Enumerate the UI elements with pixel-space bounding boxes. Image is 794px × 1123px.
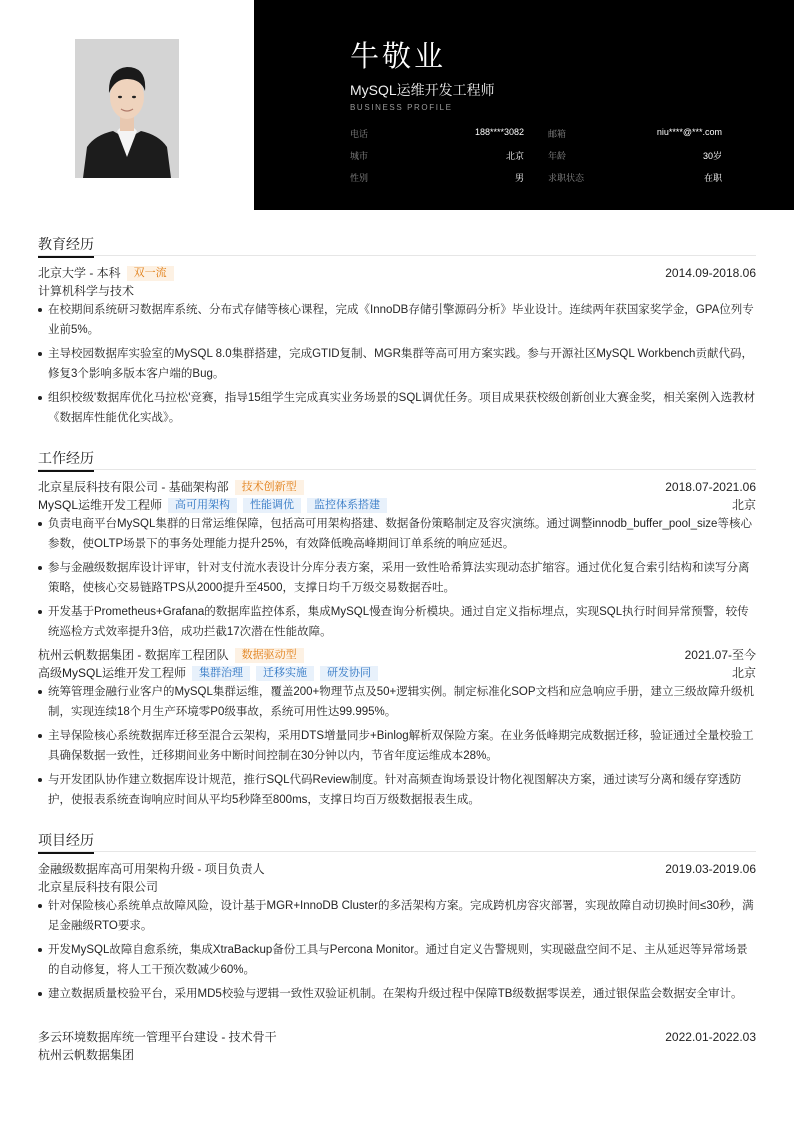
project-org: 杭州云帆数据集团: [38, 1048, 135, 1062]
section-underline: [38, 470, 94, 472]
profile-photo: [75, 39, 179, 178]
info-label: 邮箱: [548, 129, 567, 139]
list-item: 参与金融级数据库设计评审，针对支付流水表设计分库分表方案，采用一致性哈希算法实现动态扩缩容。通过优化复合索引结构和读写分离策略，使核心交易链路TPS从2000提升至4500，支撑日均千万级交易数据吞吐。: [38, 558, 756, 598]
list-item: 组织校级'数据库优化马拉松'竞赛，指导15组学生完成真实业务场景的SQL调优任务。项目成果获校级创新创业大赛金奖，相关案例入选教材《数据库性能优化实战》。: [38, 388, 756, 428]
list-item: 统筹管理金融行业客户的MySQL集群运维，覆盖200+物理节点及50+逻辑实例。制定标准化SOP文档和应急响应手册，建立三级故障升级机制，实现连续18个月生产环境零P0级事故，系统可用性达99.995%。: [38, 682, 756, 722]
education-major-line: [38, 282, 756, 300]
section-underline: [38, 852, 94, 854]
info-value: 在职: [703, 173, 722, 183]
section-divider: [38, 469, 756, 470]
section-title-text: 教育经历: [38, 236, 94, 252]
info-value: 男: [514, 173, 524, 183]
candidate-name: 牛敬业: [350, 41, 447, 73]
role-tag: 高可用架构: [168, 498, 237, 513]
education-bullets: [38, 300, 756, 432]
section-title-work: [38, 448, 94, 468]
job-header: [38, 478, 756, 496]
info-value: 北京: [505, 151, 524, 161]
info-value: 30岁: [702, 151, 722, 161]
role-tag: 迁移实施: [256, 666, 314, 681]
section-title-text: 项目经历: [38, 832, 94, 848]
profile-label: BUSINESS PROFILE: [350, 103, 453, 112]
project-name: 多云环境数据库统一管理平台建设 - 技术骨干: [38, 1030, 277, 1044]
job-bullets: [38, 514, 756, 646]
project-period: 2022.01-2022.03: [665, 1030, 756, 1044]
role-tag: 集群治理: [192, 666, 250, 681]
info-value: niu****@***.com: [656, 127, 722, 137]
project-header: [38, 1028, 756, 1046]
info-label: 性别: [350, 173, 369, 183]
school-tag: 双一流: [127, 266, 174, 281]
job-city: 北京: [731, 498, 756, 512]
role-tag: 研发协同: [320, 666, 378, 681]
role-tag: 性能调优: [243, 498, 301, 513]
list-item: 建立数据质量校验平台，采用MD5校验与逻辑一致性双验证机制。在架构升级过程中保障TB级数据零误差，通过银保监会数据安全审计。: [38, 984, 756, 1004]
job-period: 2021.07-至今: [684, 648, 756, 662]
job-role-line: [38, 664, 756, 682]
list-item: 在校期间系统研习数据库系统、分布式存储等核心课程，完成《InnoDB存储引擎源码分析》毕业设计。连续两年获国家奖学金，GPA位列专业前5%。: [38, 300, 756, 340]
company-name: 杭州云帆数据集团 - 数据库工程团队: [38, 648, 229, 662]
company-tag: 技术创新型: [235, 480, 304, 495]
list-item: 主导保险核心系统数据库迁移至混合云架构，采用DTS增量同步+Binlog解析双保险方案。在业务低峰期完成数据迁移，验证通过全量校验工具确保数据一致性，迁移期间业务中断时间控制在30分钟以内，节省年度运维成本28%。: [38, 726, 756, 766]
info-row: [350, 149, 722, 163]
job-period: 2018.07-2021.06: [665, 480, 756, 494]
info-value: 188****3082: [474, 127, 524, 137]
project-org-line: [38, 1046, 756, 1064]
header-banner: [254, 0, 794, 210]
list-item: 开发基于Prometheus+Grafana的数据库监控体系，集成MySQL慢查询分析模块。通过自定义指标埋点，实现SQL执行时间异常预警，较传统巡检方式效率提升3倍，成功拦截17次潜在性能故障。: [38, 602, 756, 642]
job-role: MySQL运维开发工程师: [38, 498, 163, 512]
info-label: 求职状态: [548, 173, 585, 183]
major: 计算机科学与技术: [38, 284, 135, 298]
section-divider: [38, 255, 756, 256]
project-bullets: [38, 896, 756, 1008]
section-title-text: 工作经历: [38, 450, 94, 466]
info-label: 城市: [350, 151, 369, 161]
list-item: 与开发团队协作建立数据库设计规范，推行SQL代码Review制度。针对高频查询场景设计物化视图解决方案，通过读写分离和缓存穿透防护，使报表系统查询响应时间从平均5秒降至800ms，支撑日均百万级数据报表生成。: [38, 770, 756, 810]
info-row: [350, 171, 722, 185]
project-header: [38, 860, 756, 878]
info-label: 电话: [350, 129, 369, 139]
info-row: [350, 127, 722, 141]
list-item: 开发MySQL故障自愈系统，集成XtraBackup备份工具与Percona Monitor。通过自定义告警规则，实现磁盘空间不足、主从延迟等异常场景的自动修复，将人工干预次数减少60%。: [38, 940, 756, 980]
job-role: 高级MySQL运维开发工程师: [38, 666, 187, 680]
resume-header: [0, 0, 794, 210]
section-title-education: [38, 234, 94, 254]
job-title: MySQL运维开发工程师: [350, 82, 495, 98]
info-label: 年龄: [548, 151, 567, 161]
job-city: 北京: [731, 666, 756, 680]
section-underline: [38, 256, 94, 258]
company-name: 北京星辰科技有限公司 - 基础架构部: [38, 480, 229, 494]
project-org-line: [38, 878, 756, 896]
job-header: [38, 646, 756, 664]
project-org: 北京星辰科技有限公司: [38, 880, 159, 894]
education-header: [38, 264, 756, 282]
section-divider: [38, 851, 756, 852]
job-role-line: [38, 496, 756, 514]
company-tag: 数据驱动型: [235, 648, 304, 663]
role-tag: 监控体系搭建: [307, 498, 387, 513]
project-name: 金融级数据库高可用架构升级 - 项目负责人: [38, 862, 265, 876]
education-period: 2014.09-2018.06: [665, 266, 756, 280]
job-bullets: [38, 682, 756, 814]
school-name: 北京大学 - 本科: [38, 266, 121, 280]
project-period: 2019.03-2019.06: [665, 862, 756, 876]
section-title-projects: [38, 830, 94, 850]
list-item: 主导校园数据库实验室的MySQL 8.0集群搭建，完成GTID复制、MGR集群等高可用方案实践。参与开源社区MySQL Workbench贡献代码，修复3个影响多版本客户端的Bug。: [38, 344, 756, 384]
list-item: 负责电商平台MySQL集群的日常运维保障，包括高可用架构搭建、数据备份策略制定及容灾演练。通过调整innodb_buffer_pool_size等核心参数，使OLTP场景下的事务处理能力提升25%，有效降低晚高峰期间订单系统的响应延迟。: [38, 514, 756, 554]
list-item: 针对保险核心系统单点故障风险，设计基于MGR+InnoDB Cluster的多活架构方案。完成跨机房容灾部署，实现故障自动切换时间≤30秒，满足金融级RTO要求。: [38, 896, 756, 936]
